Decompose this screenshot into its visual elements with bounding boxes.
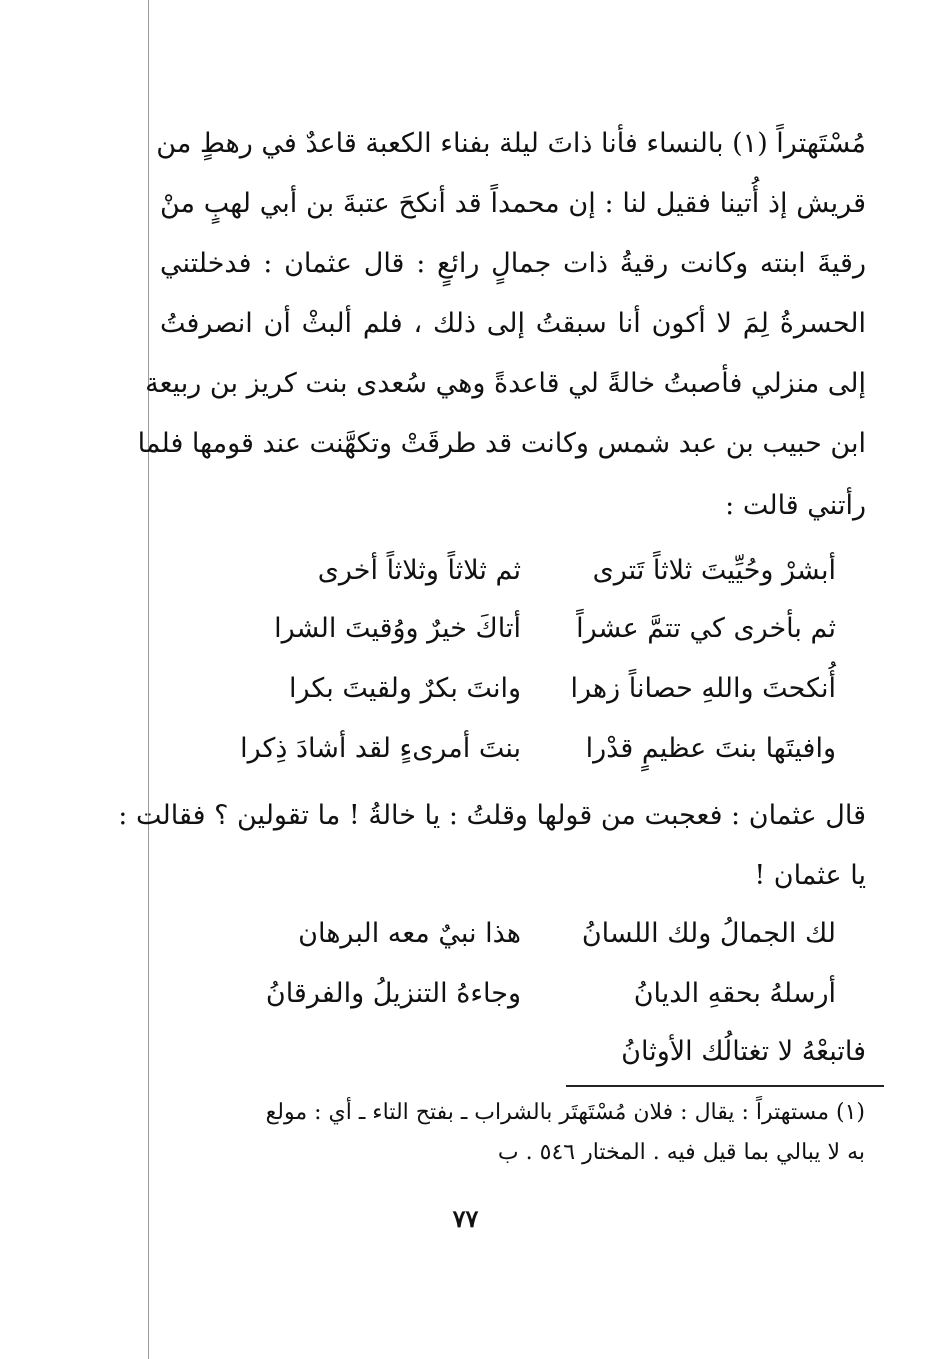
verse-row [160,918,866,968]
verse-row [160,613,866,663]
verse-first-hemistich: أرسلهُ بحقهِ الديانُ [633,978,836,1009]
text-line: إلى منزلي فأصبتُ خالةً لي قاعدةً وهي سُعدى بنت كريز بن ربيعة [145,368,866,399]
text-line: رأتني قالت : [725,490,866,521]
verse-second-hemistich: وانتَ بكرٌ ولقيتَ بكرا [288,673,521,704]
verse-row [160,673,866,723]
verse-row [160,978,866,1028]
text-line: قريش إذ أُتينا فقيل لنا : إن محمداً قد أنكحَ عتبةَ بن أبي لهبٍ منْ [160,188,866,219]
footnote-line: (١) مستهتراً : يقال : فلان مُسْتَهتَر بالشراب ـ بفتح التاء ـ أي : مولع [265,1100,865,1125]
verse-final-line: فاتبعْهُ لا تغتالُك الأوثانُ [621,1036,866,1067]
text-line: رقيةَ ابنته وكانت رقيةُ ذات جمالٍ رائعٍ : قال عثمان : فدخلتني [160,248,866,279]
verse-first-hemistich: ثم بأخرى كي تتمَّ عشراً [576,613,836,644]
verse-second-hemistich: ثم ثلاثاً وثلاثاً أخرى [317,555,521,586]
verse-first-hemistich: أُنكحتَ واللهِ حصاناً زهرا [570,673,836,704]
verse-first-hemistich: لك الجمالُ ولك اللسانُ [581,918,836,949]
text-line: ابن حبيب بن عبد شمس وكانت قد طرقَتْ وتكهَّنت عند قومها فلما [137,428,866,459]
footnote-line: به لا يبالي بما قيل فيه . المختار ٥٤٦ . ب [497,1140,865,1165]
text-line: مُسْتَهتراً (١) بالنساء فأنا ذاتَ ليلة بفناء الكعبة قاعدٌ في رهطٍ من [156,128,866,159]
poem-1 [160,555,866,785]
verse-second-hemistich: بنتَ أمرىءٍ لقد أشادَ ذِكرا [240,733,521,764]
verse-row [160,733,866,783]
text-line: قال عثمان : فعجبت من قولها وقلتُ : يا خالةُ ! ما تقولين ؟ فقالت : [118,800,866,831]
page-number: ٧٧ [452,1204,479,1233]
text-line: يا عثمان ! [754,860,866,891]
verse-second-hemistich: أتاكَ خيرٌ ووُقيتَ الشرا [274,613,521,644]
page-binding-line [148,0,149,1359]
main-paragraph-1 [137,128,866,528]
footnote-divider [566,1085,884,1087]
verse-second-hemistich: وجاءهُ التنزيلُ والفرقانُ [265,978,521,1009]
text-line: الحسرةُ لِمَ لا أكون أنا سبقتُ إلى ذلك ، فلم ألبثْ أن انصرفتُ [160,308,866,339]
verse-first-hemistich: أبشرْ وحُيِّيتَ ثلاثاً تَترى [592,555,836,586]
verse-first-hemistich: وافيتَها بنتَ عظيمٍ قدْرا [585,733,836,764]
main-paragraph-2 [118,800,866,910]
poem-2 [160,918,866,1078]
verse-row [160,555,866,605]
verse-second-hemistich: هذا نبيٌ معه البرهان [298,918,521,949]
